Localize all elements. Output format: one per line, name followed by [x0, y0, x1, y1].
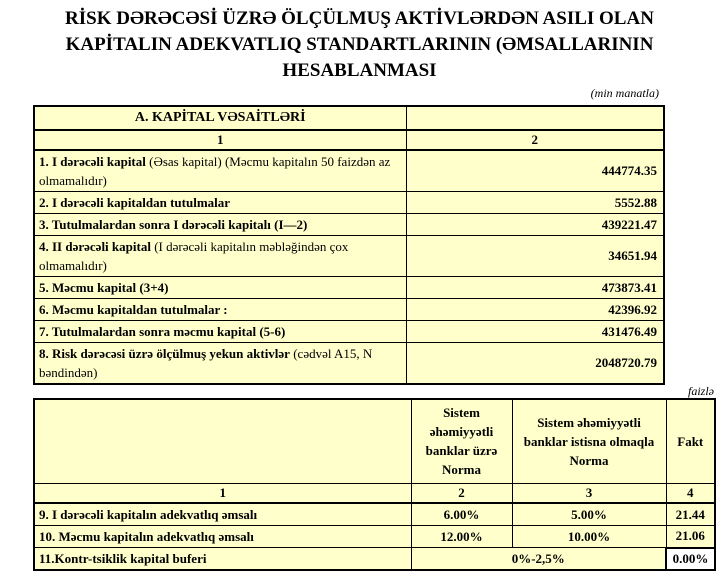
row-value-cell: 2048720.79 — [406, 343, 664, 385]
row-label-rest: (Əsas kapital) (Məcmu kapitalın 50 faizdən az olmamalıdır) — [39, 154, 391, 188]
adequacy-ratios-table — [33, 398, 716, 571]
column-number-cell: 4 — [666, 483, 715, 503]
row-label-cell — [34, 526, 411, 548]
fakt-highlight-cell: 0.00% — [666, 548, 715, 571]
table-row — [34, 192, 664, 214]
row-label-bold: 7. Tutulmalardan sonra məcmu kapital (5-6) — [39, 324, 286, 339]
row-label-bold: 6. Məcmu kapitaldan tutulmalar : — [39, 302, 228, 317]
capital-funds-table — [33, 105, 665, 385]
header-fakt-cell: Fakt — [666, 399, 715, 483]
row-label-rest: (cədvəl A15, N bəndindən) — [39, 346, 373, 380]
row-value-cell: 473873.41 — [406, 277, 664, 299]
section-header-empty-cell — [406, 106, 664, 130]
unit-note: (min manatla) — [590, 86, 659, 100]
table-row — [34, 130, 664, 150]
row-label-cell — [34, 503, 411, 526]
table-row — [34, 236, 664, 277]
column-number-cell: 3 — [512, 483, 666, 503]
row-label-cell — [34, 214, 406, 236]
row-label-cell — [34, 236, 406, 277]
table-row — [34, 503, 715, 526]
row-label-cell — [34, 192, 406, 214]
row-label-bold: 3. Tutulmalardan sonra I dərəcəli kapitalı (I—2) — [39, 217, 308, 232]
section-header-cell: A. KAPİTAL VƏSAİTLƏRİ — [34, 106, 406, 130]
row-label-cell — [34, 321, 406, 343]
norma-other-value-cell: 5.00% — [512, 503, 666, 526]
table-row — [34, 321, 664, 343]
row-label-bold: 11.Kontr-tsiklik kapital buferi — [39, 551, 207, 566]
column-number-cell: 2 — [406, 130, 664, 150]
row-value-cell: 439221.47 — [406, 214, 664, 236]
header-norma-other-cell: Sistem əhəmiyyətli banklar istisna olmaqla Norma — [512, 399, 666, 483]
column-number-cell: 1 — [34, 130, 406, 150]
fakt-value-cell: 21.06 — [666, 526, 715, 548]
table-row — [34, 277, 664, 299]
row-label-bold: 2. I dərəcəli kapitaldan tutulmalar — [39, 195, 231, 210]
header-norma-sib-cell: Sistem əhəmiyyətli banklar üzrə Norma — [411, 399, 512, 483]
row-value-cell: 5552.88 — [406, 192, 664, 214]
header-empty-cell — [34, 399, 411, 483]
row-label-cell — [34, 548, 411, 571]
norma-sib-value-cell: 6.00% — [411, 503, 512, 526]
norma-sib-value-cell: 12.00% — [411, 526, 512, 548]
row-label-cell — [34, 277, 406, 299]
row-value-cell: 42396.92 — [406, 299, 664, 321]
table-row — [34, 526, 715, 548]
row-label-cell — [34, 343, 406, 385]
row-value-cell: 34651.94 — [406, 236, 664, 277]
row-label-cell — [34, 299, 406, 321]
table-row — [34, 343, 664, 385]
table-row — [34, 214, 664, 236]
row-label-cell — [34, 150, 406, 192]
norma-other-value-cell: 10.00% — [512, 526, 666, 548]
row-label-bold: 1. I dərəcəli kapital — [39, 154, 146, 169]
row-value-cell: 431476.49 — [406, 321, 664, 343]
column-number-cell: 2 — [411, 483, 512, 503]
table-row — [34, 299, 664, 321]
table-row — [34, 548, 715, 571]
row-label-bold: 8. Risk dərəcəsi üzrə ölçülmuş yekun aktivlər — [39, 346, 290, 361]
row-label-bold: 9. I dərəcəli kapitalın adekvatlıq əmsalı — [39, 507, 258, 522]
percent-note: faizlə — [688, 384, 714, 398]
table-row — [34, 150, 664, 192]
table-row — [34, 106, 664, 130]
row-label-bold: 10. Məcmu kapitalın adekvatlıq əmsalı — [39, 529, 254, 544]
row-label-rest: (I dərəcəli kapitalın məbləğindən çox olmamalıdır) — [39, 239, 349, 273]
merged-range-cell: 0%-2,5% — [411, 548, 666, 571]
page-title: RİSK DƏRƏCƏSİ ÜZRƏ ÖLÇÜLMUŞ AKTİVLƏRDƏN ASILI OLAN KAPİTALIN ADEKVATLIQ STANDARTLARININ (ƏMSALLARININ HESABLANMASI — [65, 8, 654, 81]
table-row — [34, 483, 715, 503]
row-label-bold: 5. Məcmu kapital (3+4) — [39, 280, 169, 295]
table-row — [34, 399, 715, 483]
column-number-cell: 1 — [34, 483, 411, 503]
row-value-cell: 444774.35 — [406, 150, 664, 192]
fakt-value-cell: 21.44 — [666, 503, 715, 526]
row-label-bold: 4. II dərəcəli kapital — [39, 239, 151, 254]
